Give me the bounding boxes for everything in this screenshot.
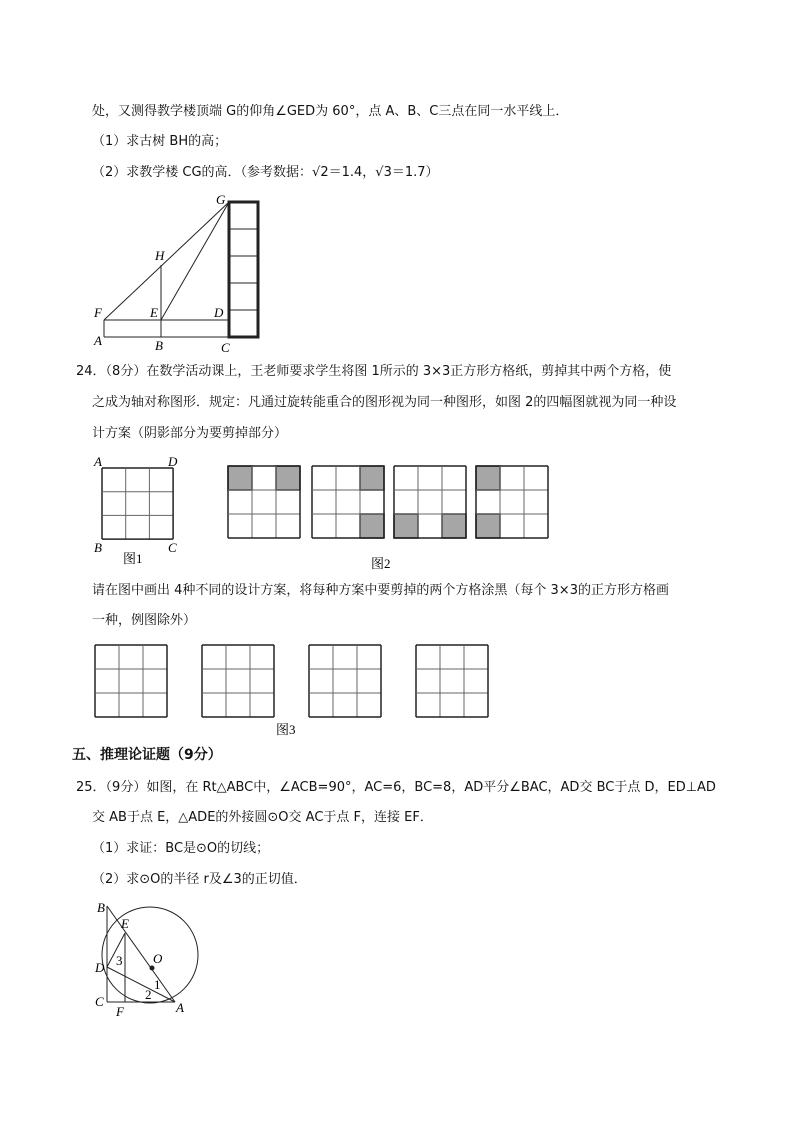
section-title: 五、推理论证题（9分）: [72, 747, 222, 763]
fig1-label-B: B: [94, 540, 102, 555]
q23-part1: （1）求古树 BH的高；: [92, 134, 228, 149]
angle-3-label: 3: [116, 953, 123, 968]
q25-label-A: A: [176, 1000, 184, 1015]
fig3-grid-1: [95, 645, 167, 717]
fig2-caption: 图2: [371, 556, 391, 571]
shaded-cell: [442, 514, 466, 538]
shaded-cell: [476, 514, 500, 538]
fig1-caption: 图1: [123, 551, 143, 566]
fig1-grid: [102, 468, 173, 539]
label-B: B: [155, 338, 163, 353]
shaded-cell: [476, 466, 500, 490]
fig3-grid-3: [309, 645, 381, 717]
q25-part1: （1）求证：BC是⊙O的切线；: [92, 841, 270, 856]
shaded-cell: [360, 466, 384, 490]
q23-text: 处，又测得教学楼顶端 G的仰角∠GED为 60°，点 A、B、C三点在同一水平线上．: [92, 104, 569, 119]
angle-2-label: 2: [145, 987, 152, 1002]
line-EG: [161, 202, 229, 320]
shaded-cell: [360, 514, 384, 538]
label-G: G: [216, 192, 226, 207]
q24-instruction-2: 一种，例图除外）: [92, 613, 197, 628]
fig2-grid-1: [228, 466, 300, 538]
shaded-cell: [228, 466, 252, 490]
q25-text-2: 交 AB于点 E，△ADE的外接圆⊙O交 AC于点 F，连接 EF．: [92, 810, 433, 825]
angle-1-label: 1: [154, 977, 161, 992]
q25-label-E: E: [121, 916, 129, 931]
q25-label-D: D: [95, 960, 105, 975]
label-H: H: [155, 248, 165, 263]
q24-instruction-1: 请在图中画出 4种不同的设计方案，将每种方案中要剪掉的两个方格涂黑（每个 3×3的正方形方格画: [92, 583, 669, 598]
fig1-label-C: C: [168, 540, 177, 555]
q25-label-F: F: [116, 1004, 124, 1019]
label-C: C: [221, 340, 230, 355]
q25-text-1: 25．（9分）如图，在 Rt△ABC中，∠ACB=90°，AC=6，BC=8，AD平分∠BAC，AD交 BC于点 D，ED⊥AD: [76, 780, 716, 795]
fig2-grid-2: [312, 466, 384, 538]
fig1-label-A: A: [94, 454, 102, 469]
fig2-grid-4: [476, 466, 548, 538]
line-FG: [104, 202, 229, 320]
q24-text-1: 24．（8分）在数学活动课上，王老师要求学生将图 1所示的 3×3正方形方格纸，剪掉其中两个方格，使: [76, 364, 672, 379]
building: [229, 202, 258, 337]
fig3-caption: 图3: [276, 722, 296, 737]
q24-text-2: 之成为轴对称图形．规定：凡通过旋转能重合的图形视为同一种图形，如图 2的四幅图就视为同一种设: [92, 395, 677, 410]
q25-label-B: B: [97, 900, 105, 915]
q24-text-3: 计方案（阴影部分为要剪掉部分）: [92, 426, 288, 441]
label-D: D: [214, 305, 224, 320]
q23-figure: [104, 202, 258, 337]
label-E: E: [150, 305, 158, 320]
fig2-grid-3: [394, 466, 466, 538]
q25-part2: （2）求⊙O的半径 r及∠3的正切值．: [92, 872, 307, 887]
fig1-label-D: D: [168, 454, 178, 469]
label-F: F: [94, 305, 102, 320]
q23-part2: （2）求教学楼 CG的高．（参考数据：√2＝1.4，√3＝1.7）: [92, 165, 439, 180]
shaded-cell: [394, 514, 418, 538]
shaded-cell: [276, 466, 300, 490]
label-A: A: [94, 333, 102, 348]
fig3-grid-2: [202, 645, 274, 717]
q25-label-C: C: [95, 994, 104, 1009]
fig3-grid-4: [416, 645, 488, 717]
q25-label-O: O: [153, 951, 163, 966]
